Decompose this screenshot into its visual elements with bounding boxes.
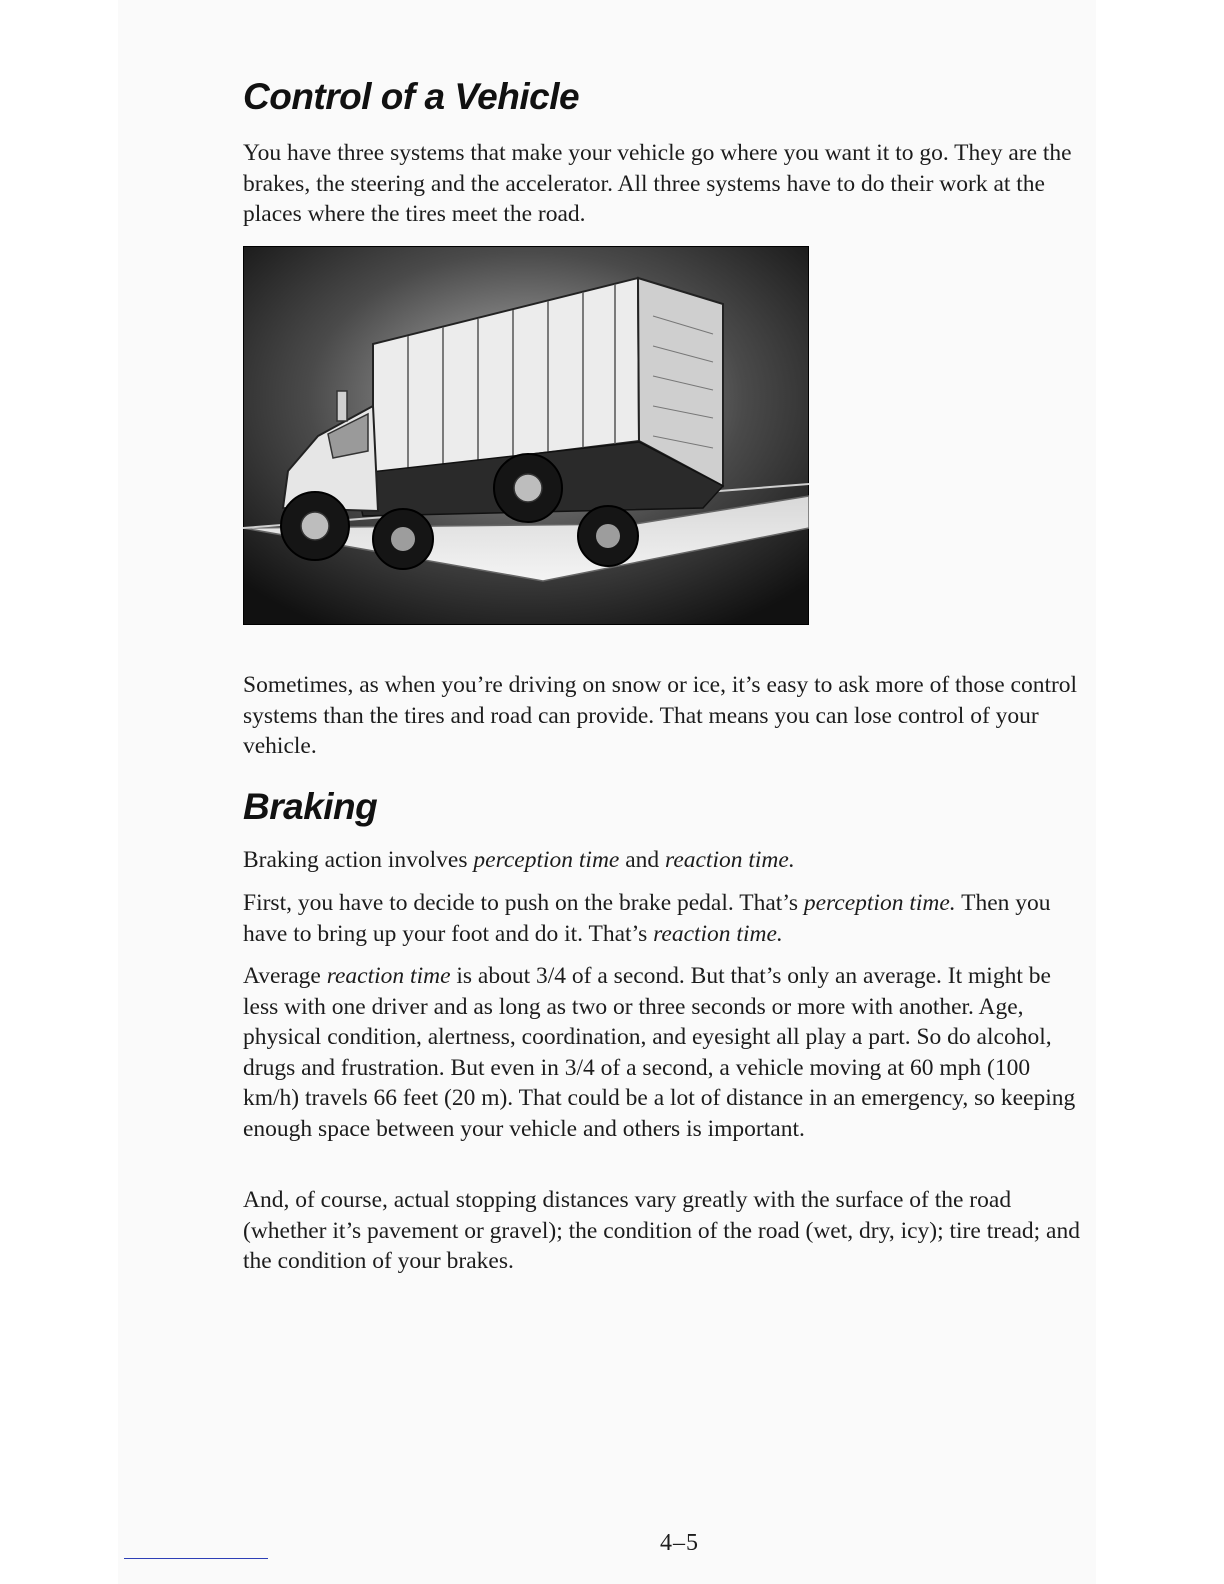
truck-illustration xyxy=(243,246,809,625)
term-reaction-time: reaction time. xyxy=(653,920,783,947)
text-run: Braking action involves xyxy=(243,847,474,873)
term-perception-time: perception time xyxy=(473,847,620,873)
term-reaction-time: reaction time. xyxy=(665,847,795,873)
section-title-control-of-vehicle: Control of a Vehicle xyxy=(243,76,580,117)
text-run: is about 3/4 of a second. But that’s only an average. It might be less with one driver and as long as two or three seconds or more with another. Age, physical condition, alertness, coordination, and eyesight all play a part. So do alcohol, drugs and frustration. But even in 3/4 of a second, a vehicle moving at 60 mph (100 km/h) travels 66 feet (20 m). That could be a lot of distance in an emergency, so keeping enough space between your vehicle and others is important. xyxy=(243,963,1076,1142)
braking-paragraph-2 xyxy=(243,888,1088,949)
term-reaction-time: reaction time xyxy=(326,963,451,989)
text-run: Average xyxy=(243,963,327,989)
braking-paragraph-3 xyxy=(243,961,1088,1144)
text-run: Then you have to bring up your foot and do it. That’s xyxy=(243,890,1051,947)
braking-paragraph-4: And, of course, actual stopping distances vary greatly with the surface of the road (whether it’s pavement or gravel); the condition of the road (wet, dry, icy); tire tread; and the condition of your brakes. xyxy=(243,1187,1080,1274)
text-run: and xyxy=(619,847,666,873)
section-title-braking: Braking xyxy=(243,786,378,827)
text-run: First, you have to decide to push on the brake pedal. That’s xyxy=(243,890,804,916)
term-perception-time: perception time. xyxy=(803,890,956,916)
braking-paragraph-1 xyxy=(243,845,1088,876)
footer-rule xyxy=(124,1558,268,1559)
page-number: 4–5 xyxy=(660,1530,699,1556)
intro-paragraph: You have three systems that make your vehicle go where you want it to go. They are the brakes, the steering and the accelerator. All three systems have to do their work at the places where the tires meet the road. xyxy=(243,140,1072,227)
after-figure-paragraph: Sometimes, as when you’re driving on snow or ice, it’s easy to ask more of those control systems than the tires and road can provide. That means you can lose control of your vehicle. xyxy=(243,672,1078,759)
box-truck-on-road-icon xyxy=(243,246,809,625)
